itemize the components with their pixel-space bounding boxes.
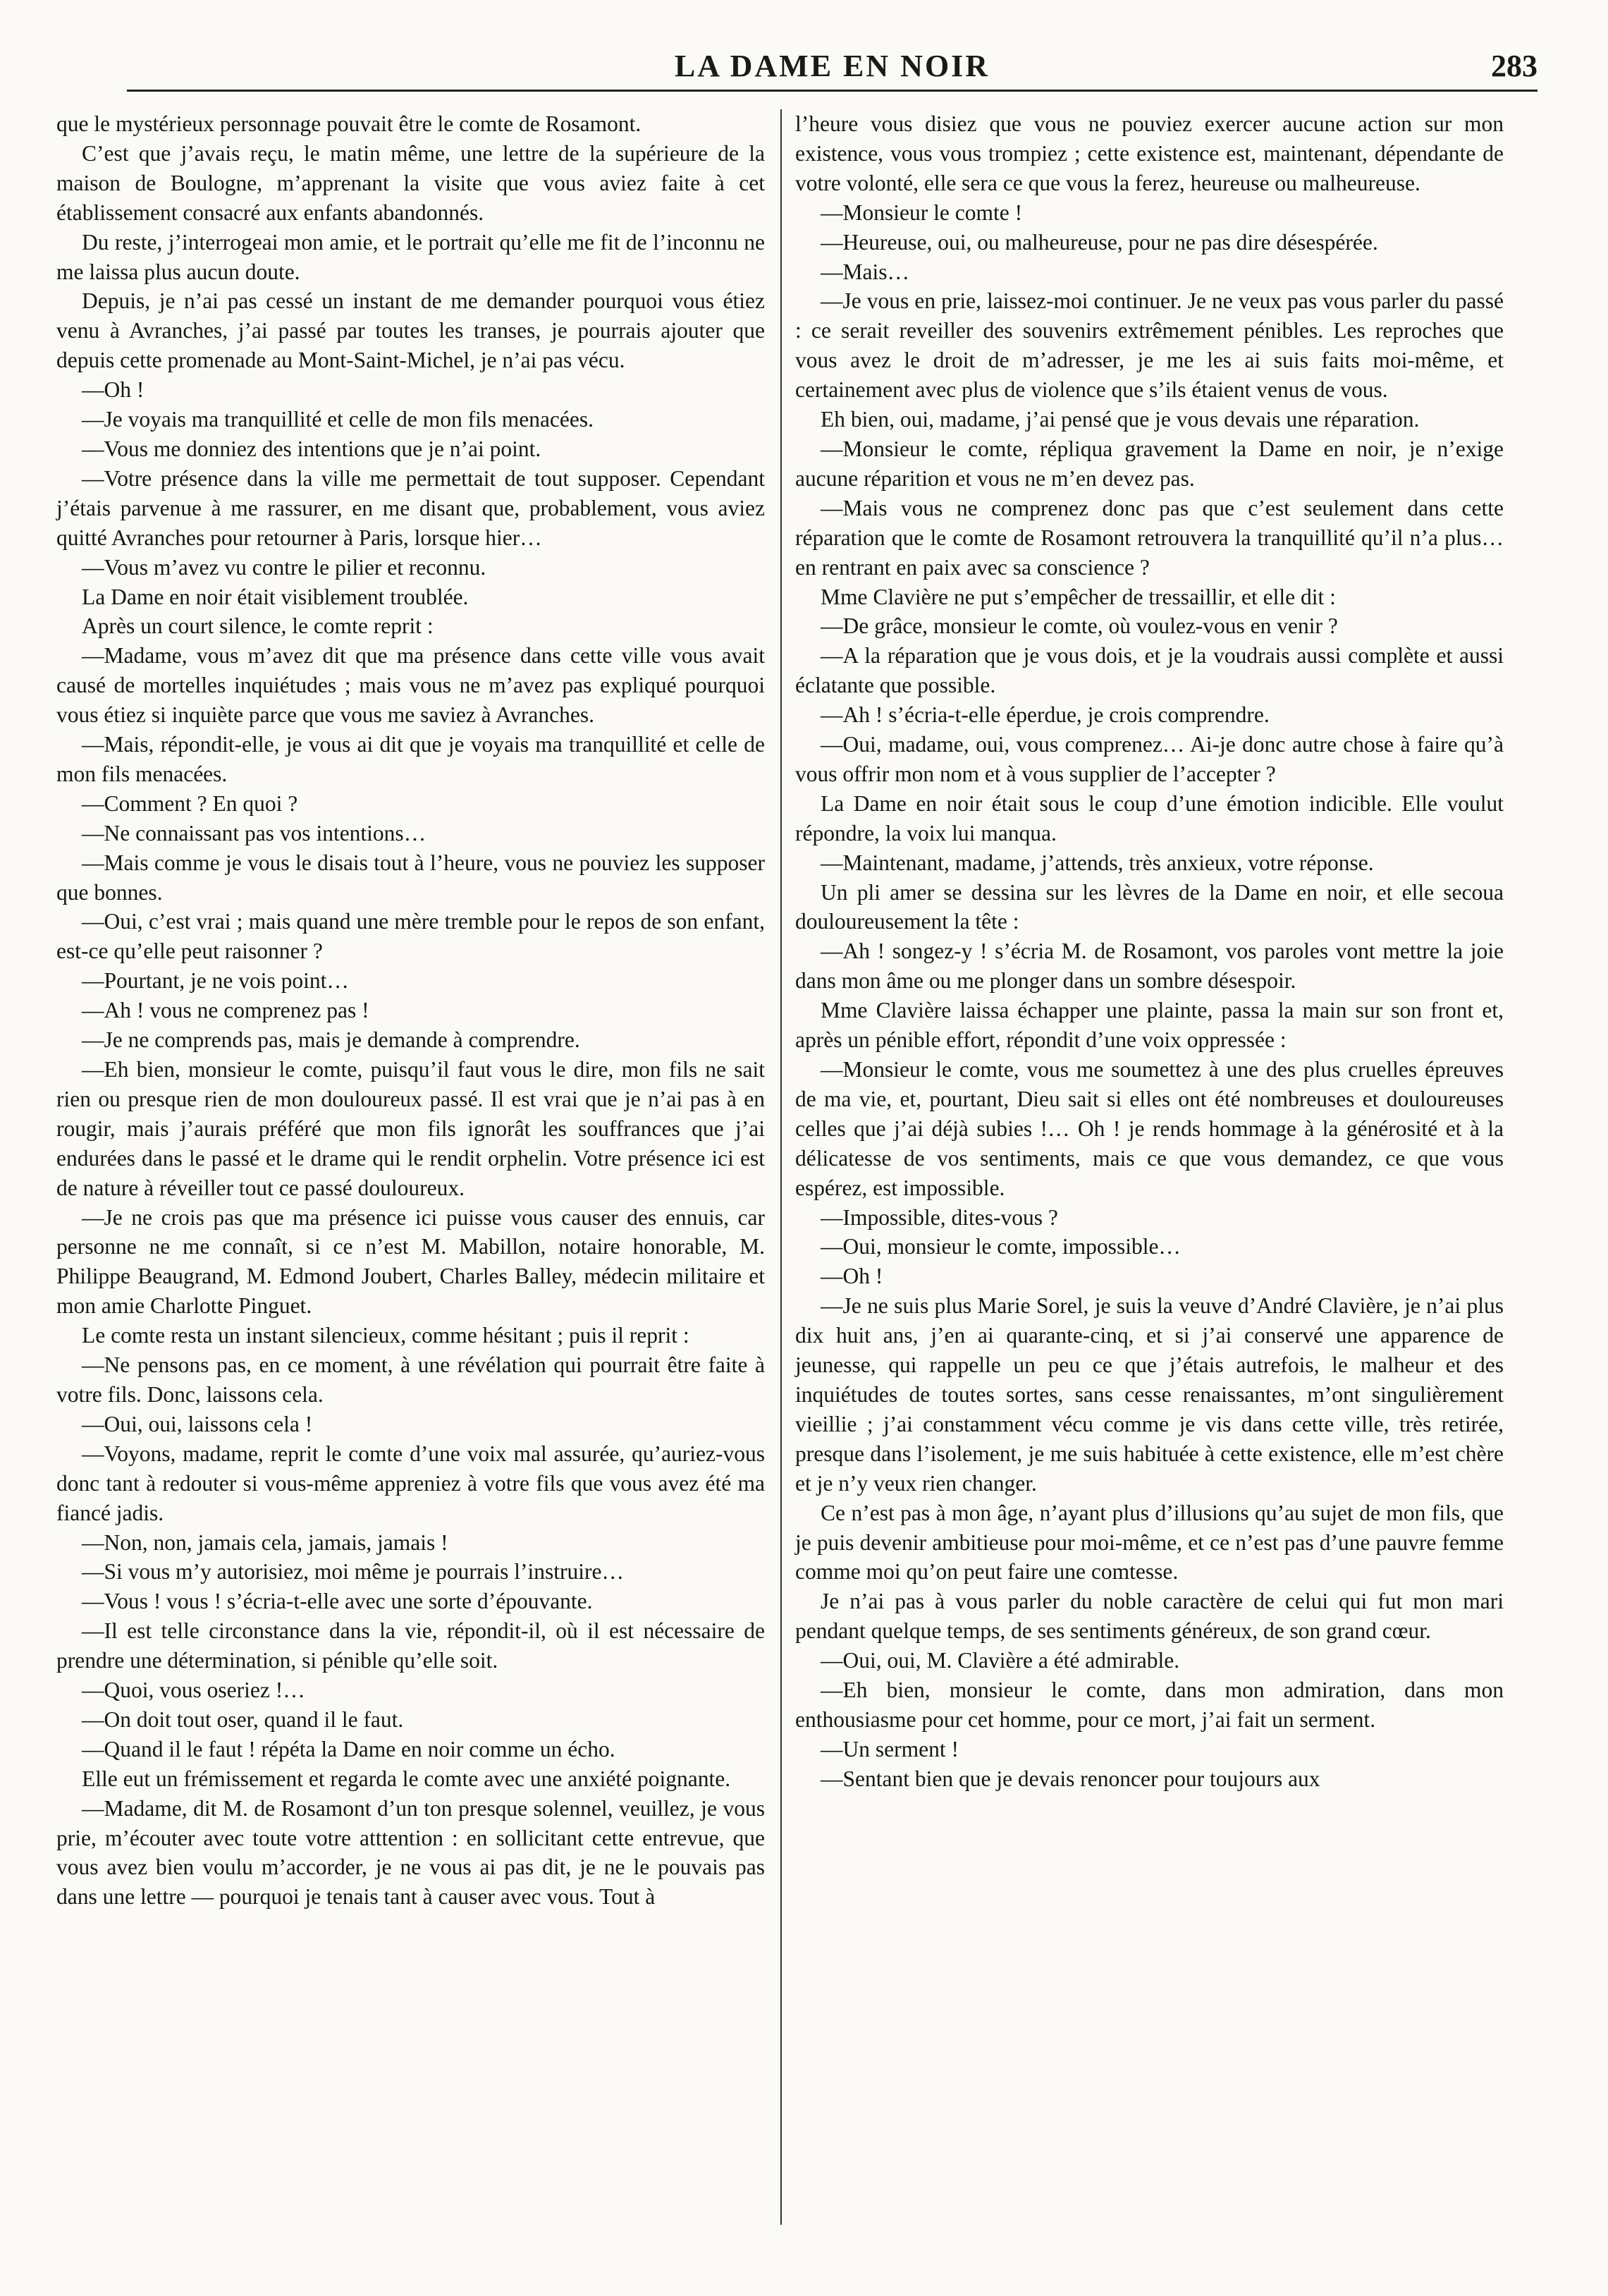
- paragraph: C’est que j’avais reçu, le matin même, une lettre de la supérieure de la maison de Boulogne, m’apprenant la visite que vous aviez faite à cet établissement consacré aux enfants abandonnés.: [56, 140, 765, 225]
- paragraph: —Oh !: [821, 1264, 883, 1289]
- paragraph: —Ah ! songez-y ! s’écria M. de Rosamont, vos paroles vont mettre la joie dans mon âme ou me plonger dans un sombre désespoir.: [795, 939, 1504, 994]
- paragraph: Eh bien, oui, madame, j’ai pensé que je vous devais une réparation.: [821, 407, 1420, 432]
- paragraph: —Oui, oui, laissons cela !: [82, 1411, 313, 1436]
- column-divider: [780, 109, 782, 2225]
- paragraph: —Oui, oui, M. Clavière a été admirable.: [821, 1648, 1180, 1673]
- paragraph: —Ah ! vous ne comprenez pas !: [82, 998, 369, 1023]
- paragraph: —De grâce, monsieur le comte, où voulez-vous en venir ?: [821, 613, 1338, 639]
- header-rule: [127, 90, 1538, 92]
- paragraph: —Quand il le faut ! répéta la Dame en noir comme un écho.: [82, 1736, 615, 1761]
- paragraph: La Dame en noir était sous le coup d’une émotion indicible. Elle voulut répondre, la voix lui manqua.: [795, 790, 1504, 845]
- paragraph: Depuis, je n’ai pas cessé un instant de me demander pourquoi vous étiez venu à Avranches, j’ai passé par toutes les transes, je pourrais ajouter que depuis cette promenade au Mont-Saint-Michel, je n’ai pas vécu.: [56, 288, 765, 373]
- paragraph: —Ah ! s’écria-t-elle éperdue, je crois comprendre.: [821, 702, 1270, 728]
- paragraph: —Je ne crois pas que ma présence ici puisse vous causer des ennuis, car personne ne me connaît, si ce n’est M. Mabillon, notaire honorable, M. Philippe Beaugrand, M. Edmond Joubert, Charles Balley, médecin militaire et mon amie Charlotte Pinguet.: [56, 1204, 765, 1319]
- paragraph: Un pli amer se dessina sur les lèvres de la Dame en noir, et elle secoua douloureusement la tête :: [795, 879, 1504, 934]
- paragraph: —Voyons, madame, reprit le comte d’une voix mal assurée, qu’auriez-vous donc tant à redouter si vous-même appreniez à votre fils que vous avez été ma fiancé jadis.: [56, 1441, 765, 1525]
- paragraph: —Mais comme je vous le disais tout à l’heure, vous ne pouviez les supposer que bonnes.: [56, 850, 765, 905]
- paragraph: —Je ne suis plus Marie Sorel, je suis la veuve d’André Clavière, je n’ai plus dix huit ans, j’en ai quarante-cinq, et si j’ai conservé une apparence de jeunesse, qui rappelle un peu ce que j’étais autrefois, le malheur et des inquiétudes de toutes sortes, sans cesse renaissantes, m’ont singulièrement vieillie ; j’ai constamment vécu comme je vis dans cette ville, très retirée, presque dans l’isolement, je me suis habituée à cette existence, elle m’est chère et je n’y veux rien changer.: [795, 1293, 1504, 1496]
- paragraph: —Monsieur le comte, vous me soumettez à une des plus cruelles épreuves de ma vie, et, pourtant, Dieu sait si elles ont été nombreuses et douloureuses celles que j’ai déjà subies !… Oh ! je rends hommage à la générosité et à la délicatesse de vos sentiments, mais ce que vous demandez, ce que vous espérez, est impossible.: [795, 1057, 1504, 1200]
- paragraph: —Heureuse, oui, ou malheureuse, pour ne pas dire désespérée.: [821, 229, 1378, 255]
- paragraph: —Je voyais ma tranquillité et celle de mon fils menacées.: [82, 407, 594, 432]
- paragraph: —On doit tout oser, quand il le faut.: [82, 1706, 404, 1732]
- paragraph: —Monsieur le comte, répliqua gravement la Dame en noir, je n’exige aucune réparition et vous ne m’en devez pas.: [795, 436, 1504, 491]
- paragraph: —Vous m’avez vu contre le pilier et reconnu.: [82, 554, 486, 580]
- paragraph: Le comte resta un instant silencieux, comme hésitant ; puis il reprit :: [82, 1323, 689, 1348]
- paragraph: —Oui, monsieur le comte, impossible…: [821, 1234, 1181, 1259]
- paragraph: —Maintenant, madame, j’attends, très anxieux, votre réponse.: [821, 850, 1374, 875]
- paragraph: —Votre présence dans la ville me permettait de tout supposer. Cependant j’étais parvenue à me rassurer, en me disant que, probablement, vous aviez quitté Avranches pour retourner à Paris, lorsque hier…: [56, 465, 765, 550]
- paragraph: —Madame, vous m’avez dit que ma présence dans cette ville vous avait causé de mortelles inquiétudes ; mais vous ne m’avez pas expliqué pourquoi vous étiez si inquiète parce que vous me saviez à Avranches.: [56, 643, 765, 728]
- paragraph: —Mais vous ne comprenez donc pas que c’est seulement dans cette réparation que le comte de Rosamont retrouvera la tranquillité qu’il n’a plus… en rentrant en paix avec sa conscience ?: [795, 495, 1504, 580]
- paragraph: Ce n’est pas à mon âge, n’ayant plus d’illusions qu’au sujet de mon fils, que je puis devenir ambitieuse pour moi-même, et ce n’est pas d’une pauvre femme comme moi qu’on peut faire une comtesse.: [795, 1500, 1504, 1584]
- paragraph: Je n’ai pas à vous parler du noble caractère de celui qui fut mon mari pendant quelque temps, de ses sentiments généreux, de son grand cœur.: [795, 1589, 1504, 1644]
- paragraph: Elle eut un frémissement et regarda le comte avec une anxiété poignante.: [82, 1766, 731, 1791]
- paragraph: que le mystérieux personnage pouvait être le comte de Rosamont.: [56, 111, 642, 136]
- paragraph: Après un court silence, le comte reprit :: [82, 613, 434, 639]
- paragraph: —Eh bien, monsieur le comte, puisqu’il faut vous le dire, mon fils ne sait rien ou presque rien de mon douloureux passé. Il est vrai que je n’ai pas à en rougir, mais j’aurais préféré que mon fils ignorât les souffrances que j’ai endurées dans le passé et le drame qui le rendit orphelin. Votre présence ici est de nature à réveiller tout ce passé douloureux.: [56, 1057, 765, 1200]
- paragraph: —Il est telle circonstance dans la vie, répondit-il, où il est nécessaire de prendre une détermination, si pénible qu’elle soit.: [56, 1618, 765, 1673]
- paragraph: —Non, non, jamais cela, jamais, jamais !: [82, 1529, 448, 1555]
- paragraph: —Comment ? En quoi ?: [82, 790, 298, 816]
- paragraph: —Si vous m’y autorisiez, moi même je pourrais l’instruire…: [82, 1559, 624, 1584]
- paragraph: —Un serment !: [821, 1736, 959, 1761]
- paragraph: —Vous ! vous ! s’écria-t-elle avec une sorte d’épouvante.: [82, 1589, 593, 1614]
- paragraph: —Oui, c’est vrai ; mais quand une mère tremble pour le repos de son enfant, est-ce qu’elle peut raisonner ?: [56, 909, 765, 964]
- right-column: [795, 109, 1504, 1794]
- paragraph: —Oui, madame, oui, vous comprenez… Ai-je donc autre chose à faire qu’à vous offrir mon nom et à vous supplier de l’accepter ?: [795, 732, 1504, 786]
- paragraph: —Mais…: [821, 259, 909, 284]
- paragraph: La Dame en noir était visiblement troublée.: [82, 584, 469, 609]
- paragraph: —Ne connaissant pas vos intentions…: [82, 820, 426, 845]
- page-number: 283: [1491, 49, 1538, 83]
- paragraph: —A la réparation que je vous dois, et je la voudrais aussi complète et aussi éclatante que possible.: [795, 643, 1504, 698]
- paragraph: —Oh !: [82, 377, 145, 403]
- paragraph: —Monsieur le comte !: [821, 200, 1023, 225]
- left-column: [56, 109, 765, 1912]
- paragraph: l’heure vous disiez que vous ne pouviez exercer aucune action sur mon existence, vous vous trompiez ; cette existence est, maintenant, dépendante de votre volonté, elle sera ce que vous la ferez, heureuse ou malheureuse.: [795, 111, 1504, 195]
- paragraph: —Je ne comprends pas, mais je demande à comprendre.: [82, 1027, 580, 1053]
- paragraph: Mme Clavière ne put s’empêcher de tressaillir, et elle dit :: [821, 584, 1336, 609]
- paragraph: —Mais, répondit-elle, je vous ai dit que je voyais ma tranquillité et celle de mon fils menacées.: [56, 732, 765, 786]
- page-header: [127, 42, 1538, 92]
- paragraph: Du reste, j’interrogeai mon amie, et le portrait qu’elle me fit de l’inconnu ne me laissa plus aucun doute.: [56, 229, 765, 284]
- paragraph: —Vous me donniez des intentions que je n’ai point.: [82, 436, 541, 461]
- paragraph: —Quoi, vous oseriez !…: [82, 1678, 305, 1703]
- paragraph: —Sentant bien que je devais renoncer pour toujours aux: [821, 1766, 1320, 1791]
- paragraph: Mme Clavière laissa échapper une plainte, passa la main sur son front et, après un pénible effort, répondit d’une voix oppressée :: [795, 998, 1504, 1053]
- paragraph: —Pourtant, je ne vois point…: [82, 968, 349, 994]
- paragraph: —Madame, dit M. de Rosamont d’un ton presque solennel, veuillez, je vous prie, m’écouter avec toute votre atttention : en sollicitant cette entrevue, que vous avez bien voulu m’accorder, je ne vous ai pas dit, je ne le pouvais pas dans une lettre — pourquoi je tenais tant à causer avec vous. Tout à: [56, 1795, 765, 1910]
- running-title: LA DAME EN NOIR: [674, 49, 990, 83]
- paragraph: —Eh bien, monsieur le comte, dans mon admiration, dans mon enthousiasme pour cet homme, pour ce mort, j’ai fait un serment.: [795, 1678, 1504, 1732]
- paragraph: —Ne pensons pas, en ce moment, à une révélation qui pourrait être faite à votre fils. Donc, laissons cela.: [56, 1352, 765, 1407]
- paragraph: —Je vous en prie, laissez-moi continuer. Je ne veux pas vous parler du passé : ce serait reveiller des souvenirs extrêmement pénibles. Les reproches que vous avez le droit de m’adresser, je me les ai suis faits moi-même, et certainement avec plus de violence que s’ils étaient venus de vous.: [795, 288, 1504, 403]
- paragraph: —Impossible, dites-vous ?: [821, 1204, 1058, 1230]
